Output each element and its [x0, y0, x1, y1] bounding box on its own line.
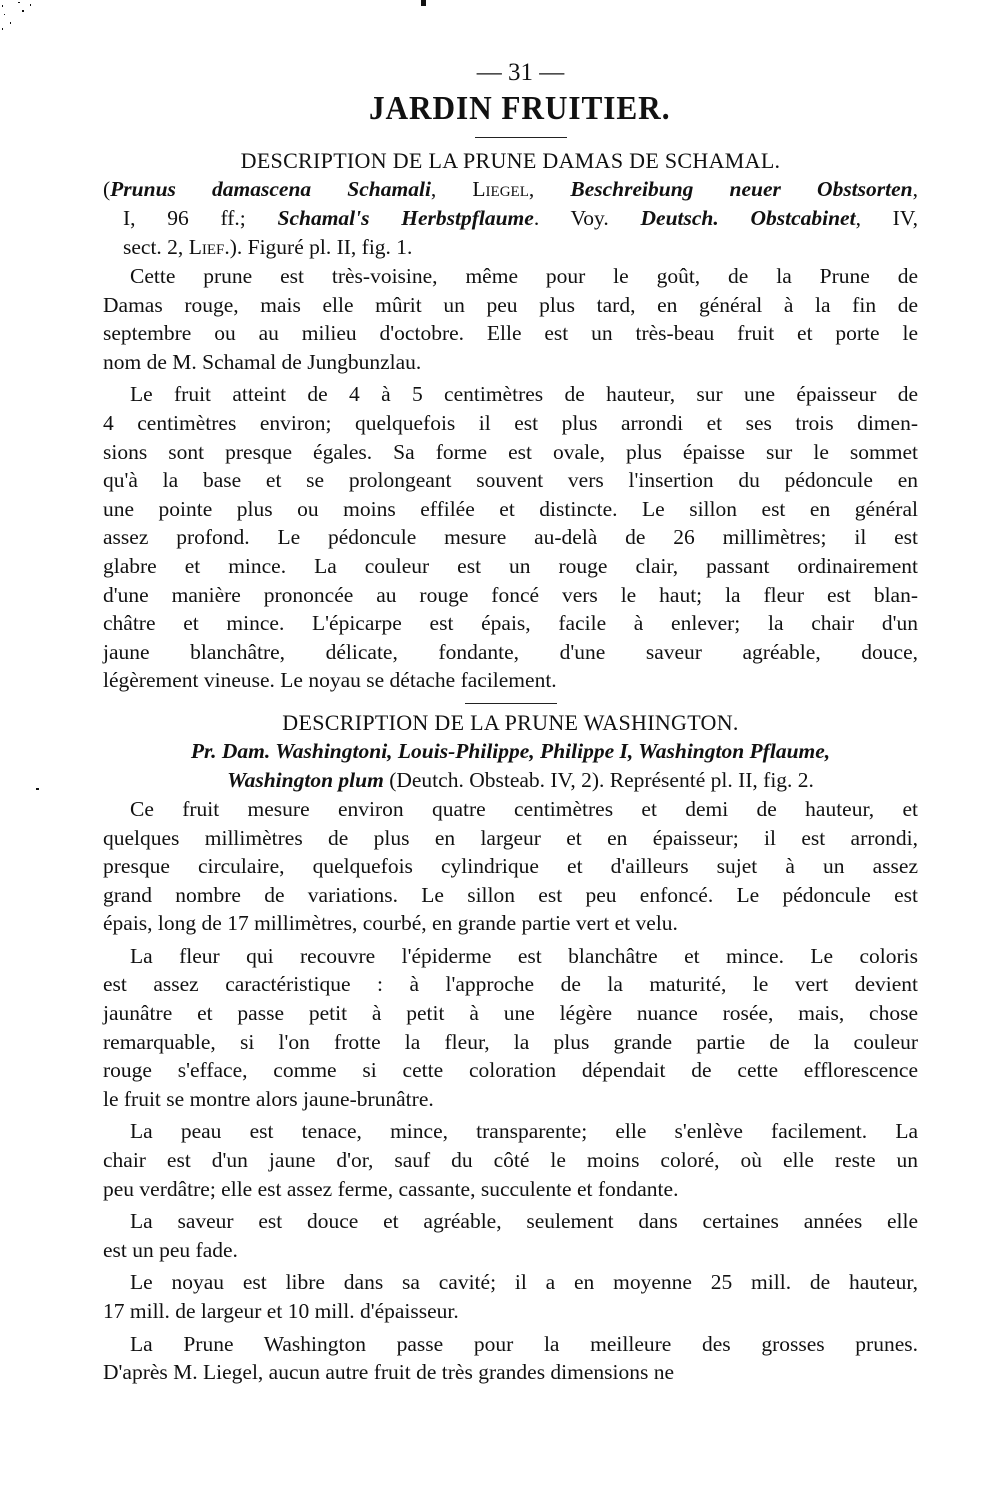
citation-text: ,: [430, 177, 473, 201]
citation-text: (: [103, 177, 111, 201]
text-line: La saveur est douce et agréable, seulement dans certaines années elle: [130, 1209, 918, 1234]
title-rule: [475, 137, 567, 138]
scan-speck: [2, 5, 3, 7]
text-line: peu verdâtre; elle est assez ferme, cassante, succulente et fondante.: [103, 1176, 679, 1201]
text-line: assez profond. Le pédoncule mesure au-delà de 26 millimètres; il est: [103, 525, 918, 550]
text-line: d'une manière prononcée au rouge foncé vers le haut; la fleur est blan-: [103, 582, 918, 607]
text-line: nom de M. Schamal de Jungbunzlau.: [103, 349, 422, 374]
text-line: chair est d'un jaune d'or, sauf du côté le moins coloré, où elle reste un: [103, 1148, 918, 1173]
paragraph: [103, 942, 918, 1114]
text-line: presque circulaire, quelquefois cylindrique et d'ailleurs sujet à un assez: [103, 854, 918, 879]
citation-text: , IV,: [855, 206, 918, 230]
scan-speck: [4, 14, 5, 15]
citation-text: .). Figuré pl. II, fig. 1.: [224, 235, 413, 259]
text-line: qu'à la base et se prolongeant souvent vers l'insertion du pédoncule en: [103, 468, 918, 493]
section-rule: [465, 703, 557, 704]
text-line: le fruit se montre alors jaune-brunâtre.: [103, 1086, 434, 1111]
text-line: quelques millimètres de plus en largeur et en épaisseur; il est arrondi,: [103, 825, 918, 850]
section-body: [103, 795, 918, 1387]
paragraph: [103, 1330, 918, 1387]
chapter-title: JARDIN FRUITIER.: [368, 90, 671, 127]
text-line: Ce fruit mesure environ quatre centimètres et demi de hauteur, et: [130, 796, 918, 821]
citation-author-name: Liegel: [472, 177, 529, 201]
section-citation: [103, 175, 918, 262]
citation-line: [103, 766, 918, 795]
text-line: épais, long de 17 millimètres, courbé, en grande partie vert et velu.: [103, 911, 678, 936]
text-line: La peau est tenace, mince, transparente; elle s'enlève facilement. La: [130, 1119, 918, 1144]
section-body: [103, 262, 918, 695]
paragraph: [103, 262, 918, 376]
citation-text: (Deutch. Obsteab. IV, 2). Représenté pl. II, fig. 2.: [383, 767, 814, 792]
scan-speck: [36, 788, 39, 790]
citation-text: ,: [528, 177, 571, 201]
citation-italic-text: Deutsch. Obstcabinet: [640, 206, 856, 230]
citation-line: [103, 204, 918, 233]
text-line: Damas rouge, mais elle mûrit un peu plus tard, en général à la fin de: [103, 292, 918, 317]
scan-speck: [421, 0, 426, 6]
text-line: La fleur qui recouvre l'épiderme est blanchâtre et mince. Le coloris: [130, 943, 918, 968]
citation-italic-text: Schamal's Herbstpflaume: [277, 206, 534, 230]
citation-line: [103, 175, 918, 204]
text-line: est assez caractéristique : à l'approche de la maturité, le vert devient: [103, 972, 918, 997]
citation-line: [103, 233, 918, 262]
scan-speck: [18, 2, 20, 3]
text-line: remarquable, si l'on frotte la fleur, la plus grande partie de la couleur: [103, 1029, 918, 1054]
text-line: septembre ou au milieu d'octobre. Elle est un très-beau fruit et porte le: [103, 321, 918, 346]
scan-speck: [2, 28, 3, 30]
scan-speck: [10, 22, 11, 24]
text-line: grand nombre de variations. Le sillon est peu enfoncé. Le pédoncule est: [103, 882, 918, 907]
section-prune-damas-de-schamal: [103, 146, 918, 695]
text-line: 4 centimètres environ; quelquefois il est plus arrondi et ses trois dimen-: [103, 410, 918, 435]
paragraph: [103, 795, 918, 938]
citation-text: . Voy.: [533, 206, 641, 230]
text-line: Le noyau est libre dans sa cavité; il a en moyenne 25 mill. de hauteur,: [130, 1270, 918, 1295]
citation-italic-text: Prunus damascena Schamali: [110, 177, 431, 201]
paragraph: [103, 1117, 918, 1203]
section-citation: [103, 737, 918, 795]
text-line: glabre et mince. La couleur est un rouge clair, passant ordinairement: [103, 553, 918, 578]
text-line: 17 mill. de largeur et 10 mill. d'épaisseur.: [103, 1299, 459, 1323]
section-title: DESCRIPTION DE LA PRUNE DAMAS DE SCHAMAL.: [240, 148, 781, 173]
text-line: La Prune Washington passe pour la meilleure des grosses prunes.: [130, 1331, 918, 1356]
text-line: jaunâtre et passe petit à petit à une légère nuance rosée, mais, chose: [103, 1001, 918, 1026]
text-line: châtre et mince. L'épicarpe est épais, facile à enlever; la chair d'un: [103, 611, 918, 636]
page-number: — 31 —: [476, 59, 565, 86]
scan-speck: [30, 4, 31, 6]
text-line: une pointe plus ou moins effilée et distincte. Le sillon est en général: [103, 496, 918, 521]
section-prune-washington: [103, 708, 918, 1387]
text-line: est un peu fade.: [103, 1237, 238, 1262]
citation-italic-text: Beschreibung neuer Obstsorten: [570, 177, 913, 201]
text-line: jaune blanchâtre, délicate, fondante, d'une saveur agréable, douce,: [103, 639, 918, 664]
text-line: Cette prune est très-voisine, même pour le goût, de la Prune de: [130, 264, 918, 288]
paragraph: [103, 380, 918, 695]
text-line: légèrement vineuse. Le noyau se détache facilement.: [103, 668, 557, 693]
text-line: sions sont presque égales. Sa forme est ovale, plus épaisse sur le sommet: [103, 439, 918, 464]
text-line: D'après M. Liegel, aucun autre fruit de très grandes dimensions ne: [103, 1360, 675, 1385]
citation-text: ,: [912, 177, 918, 201]
citation-line: [103, 737, 918, 766]
section-title: DESCRIPTION DE LA PRUNE WASHINGTON.: [282, 709, 739, 735]
scan-speck: [22, 10, 24, 12]
citation-italic-text: Pr. Dam. Washingtoni, Louis-Philippe, Philippe I, Washington Pflaume,: [190, 738, 831, 763]
paragraph: [103, 1268, 918, 1325]
citation-italic-text: Washington plum: [227, 767, 384, 792]
book-page: [103, 58, 918, 1391]
citation-text: sect. 2,: [123, 235, 189, 259]
text-line: rouge s'efface, comme si cette coloration dépendait de cette efflorescence: [103, 1058, 918, 1083]
paragraph: [103, 1207, 918, 1264]
text-line: Le fruit atteint de 4 à 5 centimètres de hauteur, sur une épaisseur de: [130, 382, 918, 407]
citation-text: I, 96 ff.;: [123, 206, 278, 230]
citation-author-name: Lief: [188, 235, 225, 259]
